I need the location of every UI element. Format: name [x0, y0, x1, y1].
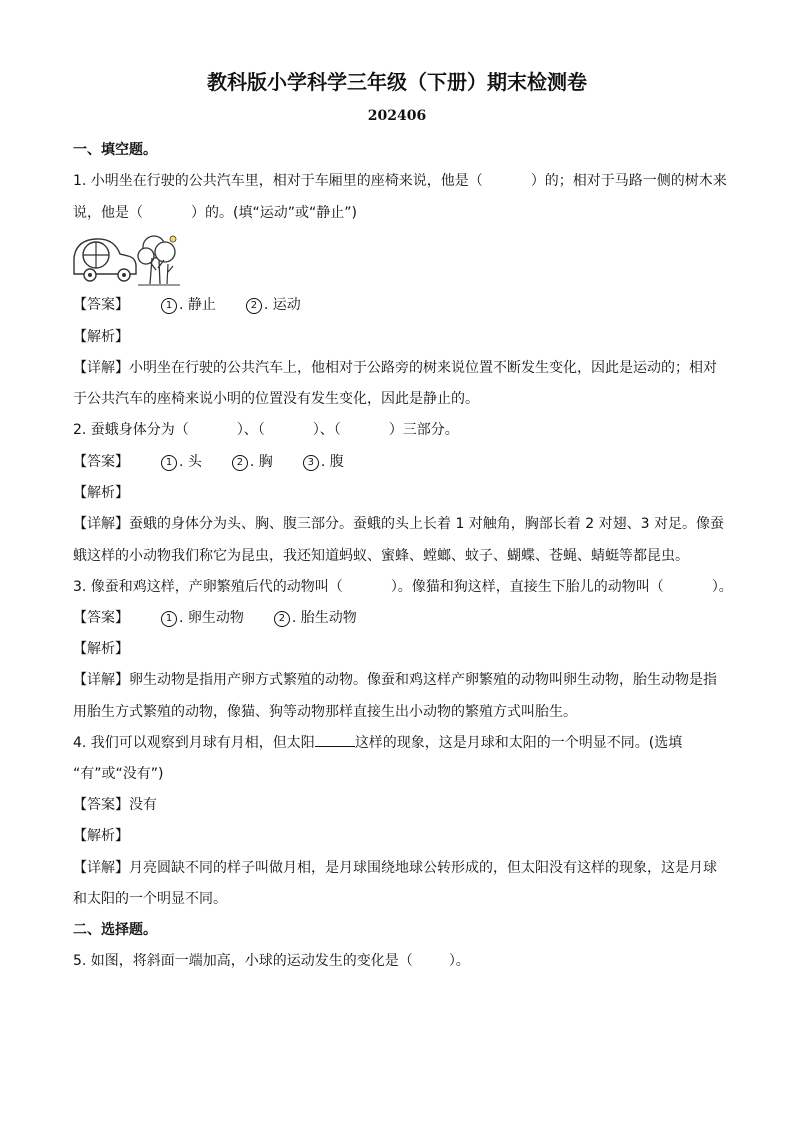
section-heading-multiple-choice: 二、选择题。: [73, 922, 157, 938]
car-and-tree-figure: [70, 232, 182, 288]
question-4-line-1: 4. 我们可以观察到月球有月相，但太阳 这样的现象，这是月球和太阳的一个明显不同。(选填: [73, 735, 683, 751]
question-2-analysis-label: 【解析】: [73, 485, 129, 501]
question-4-line-2: “有”或“没有”): [73, 766, 164, 782]
question-5: 5. 如图，将斜面一端加高，小球的运动发生的变化是（ ）。: [73, 953, 470, 969]
question-2-answer: 【答案】 1 . 头 2 . 胸 3 . 腹: [73, 454, 344, 470]
question-3-detail-line-1: 【详解】卵生动物是指用产卵方式繁殖的动物。像蚕和鸡这样产卵繁殖的动物叫卵生动物，胎生动物是指: [73, 672, 717, 688]
question-2-detail-line-1: 【详解】蚕蛾的身体分为头、胸、腹三部分。蚕蛾的头上长着 1 对触角，胸部长着 2 对翅、3 对足。像蚕: [73, 516, 724, 532]
question-3: 3. 像蚕和鸡这样，产卵繁殖后代的动物叫（ ）。像猫和狗这样，直接生下胎儿的动物叫（ ）。: [73, 579, 733, 595]
exam-date: 202406: [367, 108, 427, 124]
question-4-detail-line-2: 和太阳的一个明显不同。: [73, 891, 227, 907]
page-title: 教科版小学科学三年级（下册）期末检测卷: [207, 70, 587, 94]
question-4-detail-line-1: 【详解】月亮圆缺不同的样子叫做月相，是月球围绕地球公转形成的，但太阳没有这样的现象，这是月球: [73, 860, 717, 876]
question-3-answer: 【答案】 1 . 卵生动物 2 . 胎生动物: [73, 610, 357, 626]
question-1-detail-line-2: 于公共汽车的座椅来说小明的位置没有发生变化，因此是静止的。: [73, 391, 479, 407]
question-2-detail-line-2: 蛾这样的小动物我们称它为昆虫，我还知道蚂蚁、蜜蜂、螳螂、蚊子、蝴蝶、苍蝇、蜻蜓等都昆虫。: [73, 548, 689, 564]
question-3-analysis-label: 【解析】: [73, 641, 129, 657]
question-4-answer: 【答案】没有: [73, 797, 157, 813]
question-1-line-2: 说，他是（ ）的。(填“运动”或“静止”): [73, 205, 357, 221]
question-1-detail-line-1: 【详解】小明坐在行驶的公共汽车上，他相对于公路旁的树来说位置不断发生变化，因此是运动的；相对: [73, 360, 717, 376]
question-2: 2. 蚕蛾身体分为（ ）、（ ）、（ ）三部分。: [73, 422, 459, 438]
section-heading-fill-blank: 一、填空题。: [73, 142, 157, 158]
question-1-answer: 【答案】 1 . 静止 2 . 运动: [73, 297, 301, 313]
question-3-detail-line-2: 用胎生方式繁殖的动物，像猫、狗等动物那样直接生出小动物的繁殖方式叫胎生。: [73, 704, 577, 720]
question-1-line-1: 1. 小明坐在行驶的公共汽车里，相对于车厢里的座椅来说，他是（ ）的；相对于马路一侧的树木来: [73, 173, 727, 189]
question-1-analysis-label: 【解析】: [73, 329, 129, 345]
question-4-analysis-label: 【解析】: [73, 828, 129, 844]
